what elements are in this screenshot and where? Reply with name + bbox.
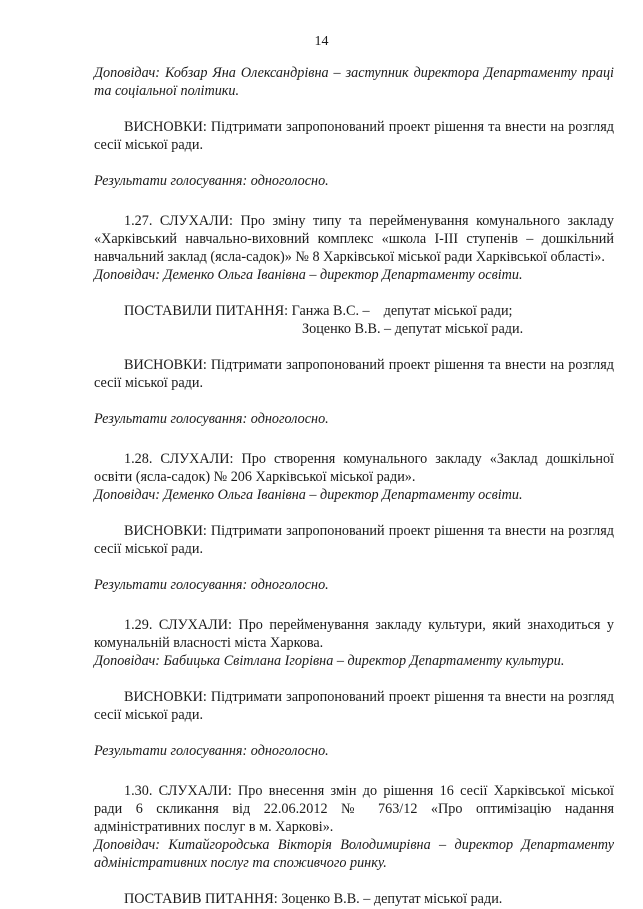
speaker-line: Доповідач: Кобзар Яна Олександрівна – заступник директора Департаменту праці та соціальної політики. (94, 65, 614, 99)
agenda-item-1-30: 1.30. СЛУХАЛИ: Про внесення змін до рішення 16 сесії Харківської міської ради 6 скликання від 22.06.2012 № 763/12 «Про оптимізацію надання адміністративних послуг в м. Харкові». (94, 783, 614, 835)
conclusions-paragraph: ВИСНОВКИ: Підтримати запропонований проект рішення та внести на розгляд сесії міської ради. (94, 689, 614, 723)
speaker-line: Доповідач: Китайгородська Вікторія Володимирівна – директор Департаменту адміністративних послуг та споживчого ринку. (94, 837, 614, 871)
speaker-line: Доповідач: Деменко Ольга Іванівна – директор Департаменту освіти. (94, 487, 523, 503)
questions-asked: ПОСТАВИВ ПИТАННЯ: Зоценко В.В. – депутат міської ради. (124, 891, 503, 907)
vote-result: Результати голосування: одноголосно. (94, 173, 329, 189)
conclusions-paragraph: ВИСНОВКИ: Підтримати запропонований проект рішення та внести на розгляд сесії міської ради. (94, 357, 614, 391)
minutes-content (94, 64, 614, 908)
agenda-item-1-27: 1.27. СЛУХАЛИ: Про зміну типу та перейменування комунального закладу «Харківський навчально-виховний комплекс «школа І-ІІІ ступенів – дошкільний навчальний заклад (ясла-садок)» № 8 Харківської міської ради Харківської області». (94, 213, 614, 265)
vote-result: Результати голосування: одноголосно. (94, 577, 329, 593)
questioner-role: депутат міської ради; (383, 303, 513, 319)
conclusions-paragraph: ВИСНОВКИ: Підтримати запропонований проект рішення та внести на розгляд сесії міської ради. (94, 119, 614, 153)
speaker-line: Доповідач: Бабицька Світлана Ігорівна – директор Департаменту культури. (94, 653, 565, 669)
conclusions-paragraph: ВИСНОВКИ: Підтримати запропонований проект рішення та внести на розгляд сесії міської ради. (94, 523, 614, 557)
vote-result: Результати голосування: одноголосно. (94, 743, 329, 759)
vote-result: Результати голосування: одноголосно. (94, 411, 329, 427)
questions-asked-label: ПОСТАВИЛИ ПИТАННЯ: Ганжа В.С. – (124, 303, 370, 319)
page-number: 14 (314, 34, 329, 49)
questions-asked (94, 302, 614, 338)
agenda-item-1-29: 1.29. СЛУХАЛИ: Про перейменування закладу культури, який знаходиться у комунальній власності міста Харкова. (94, 617, 614, 651)
questions-asked-line-2: Зоценко В.В. – депутат міської ради. (302, 321, 524, 337)
questions-asked-line-1 (124, 302, 614, 320)
agenda-item-1-28: 1.28. СЛУХАЛИ: Про створення комунального закладу «Заклад дошкільної освіти (ясла-садок) № 206 Харківської міської ради». (94, 451, 614, 485)
speaker-line: Доповідач: Деменко Ольга Іванівна – директор Департаменту освіти. (94, 267, 523, 283)
